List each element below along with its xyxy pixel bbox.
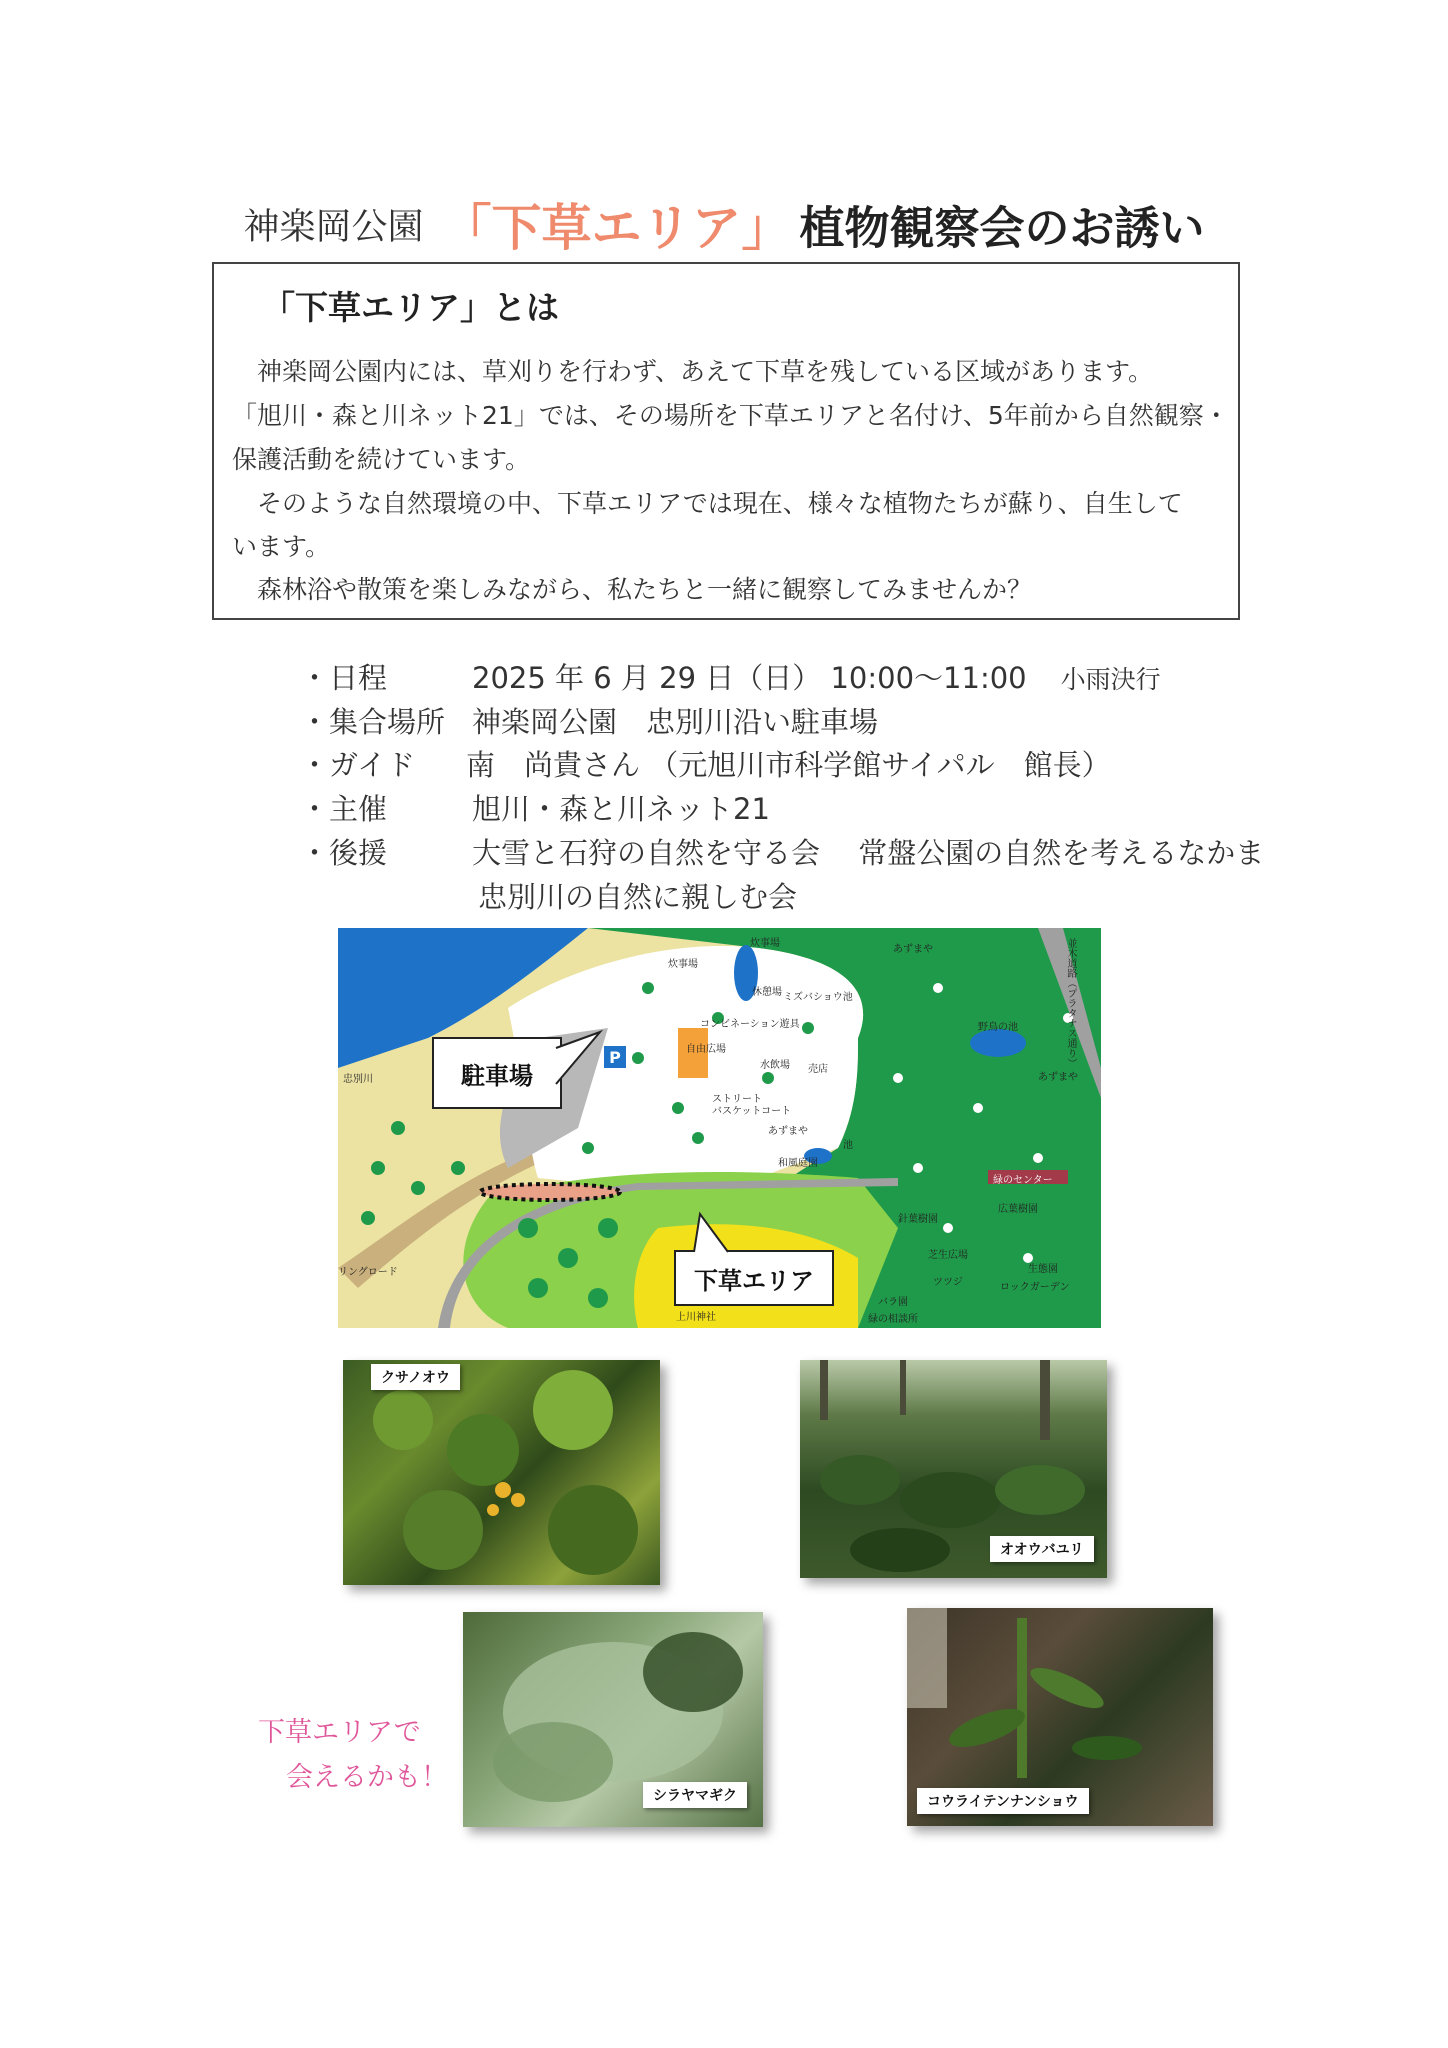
map-label-mizubasho: ミズバショウ池 [783, 992, 853, 1003]
map-label-cooking: 炊事場 [668, 959, 698, 970]
plant-leaves-graphic [343, 1360, 660, 1585]
schedule-value [472, 656, 1161, 697]
title-suffix: 植物観察会のお誘い [799, 201, 1205, 255]
map-label-basket: バスケットコート [712, 1106, 792, 1117]
map-label-ezo: 野鳥の池 [978, 1022, 1018, 1033]
map-label-wafu: 和風庭園 [778, 1158, 818, 1169]
photo-label: クサノオウ [371, 1364, 460, 1390]
schedule-date: 2025 年 6 月 29 日（日） 10:00～11:00 [472, 661, 1027, 695]
callout-parking: 駐車場 [432, 1037, 562, 1109]
map-label-azumaya: あずまや [768, 1126, 808, 1137]
map-label-street-side: 並木道路（プラタナス通り） [1065, 938, 1076, 1068]
photo-oubayuri [800, 1360, 1107, 1578]
map-label-azumaya2: あずまや [893, 944, 933, 955]
tagline-line-2: 会えるかも！ [286, 1762, 448, 1793]
map-label-shiba: 芝生広場 [928, 1250, 968, 1261]
map-label-consult: 緑の相談所 [868, 1314, 918, 1325]
map-label-kohrin: 広葉樹園 [998, 1204, 1038, 1215]
photo-label: シラヤマギク [643, 1782, 747, 1808]
map-label-azumaya3: あずまや [1038, 1072, 1078, 1083]
intro-line: 神楽岡公園内には、草刈りを行わず、あえて下草を残している区域があります。 [232, 357, 1154, 386]
map-label-river: 忠別川 [343, 1074, 373, 1085]
intro-line: そのような自然環境の中、下草エリアでは現在、様々な植物たちが蘇り、自生して [232, 489, 1183, 518]
page-title [0, 188, 1448, 260]
map-label-free-plaza: 自由広場 [686, 1044, 726, 1055]
guide-value: 南 尚貴さん （元旭川市科学館サイパル 館長） [466, 748, 1111, 782]
map-label-water: 水飲場 [760, 1060, 790, 1071]
intro-heading: 「下草エリア」とは [262, 288, 559, 327]
intro-line: 「旭川・森と川ネット21」では、その場所を下草エリアと名付け、5年前から自然観察・ [232, 401, 1229, 430]
map-label-cooking2: 炊事場 [750, 938, 780, 949]
map-label-rest: 休憩場 [752, 987, 782, 998]
host-label: ・主催 [300, 792, 388, 826]
map-label-combination: コンビネーション遊具 [700, 1019, 800, 1030]
photo-label: オオウバユリ [990, 1536, 1094, 1562]
map-label-ring-road: リングロード [338, 1267, 398, 1278]
svg-text:P: P [609, 1048, 621, 1067]
photo-shirayamagiku [463, 1612, 763, 1827]
support-value-2: 忠別川の自然に親しむ会 [478, 880, 798, 914]
callout-area: 下草エリア [674, 1250, 834, 1306]
callout-pointers [338, 928, 1101, 1328]
title-prefix: 神楽岡公園 [243, 206, 424, 248]
photo-label: コウライテンナンショウ [917, 1788, 1089, 1814]
map-label-rose: バラ園 [878, 1297, 908, 1308]
host-value: 旭川・森と川ネット21 [472, 792, 770, 826]
map-label-kanyo: 針葉樹園 [898, 1214, 938, 1225]
map-label-street: ストリート [712, 1094, 762, 1105]
title-highlight: 「下草エリア」 [441, 199, 792, 257]
guide-label: ・ガイド [300, 748, 416, 782]
map-label-shrine: 上川神社 [676, 1312, 716, 1323]
support-value-1: 大雪と石狩の自然を守る会 常盤公園の自然を考えるなかま [472, 836, 1265, 870]
map-label-pond: 池 [843, 1140, 853, 1151]
intro-line: 森林浴や散策を楽しみながら、私たちと一緒に観察してみませんか？ [232, 575, 1033, 604]
photo-kusanoou [343, 1360, 660, 1585]
schedule-note: 小雨決行 [1060, 665, 1161, 694]
map-label-center: 緑のセンター [993, 1175, 1053, 1186]
place-label: ・集合場所 [300, 705, 446, 739]
intro-line: 保護活動を続けています。 [232, 445, 531, 474]
intro-line: います。 [232, 532, 331, 561]
schedule-label: ・日程 [300, 661, 388, 695]
map-label-tsutsuji: ツツジ [933, 1277, 963, 1288]
tagline-line-1: 下草エリアで [258, 1717, 421, 1748]
map-label-rock: ロックガーデン [1000, 1282, 1070, 1293]
place-value: 神楽岡公園 忠別川沿い駐車場 [472, 705, 879, 739]
map-label-seitai: 生態園 [1028, 1264, 1058, 1275]
park-map [338, 928, 1101, 1328]
photo-kouraitennanshou [907, 1608, 1213, 1826]
map-label-shoppu: 売店 [808, 1064, 828, 1075]
support-label: ・後援 [300, 836, 388, 870]
